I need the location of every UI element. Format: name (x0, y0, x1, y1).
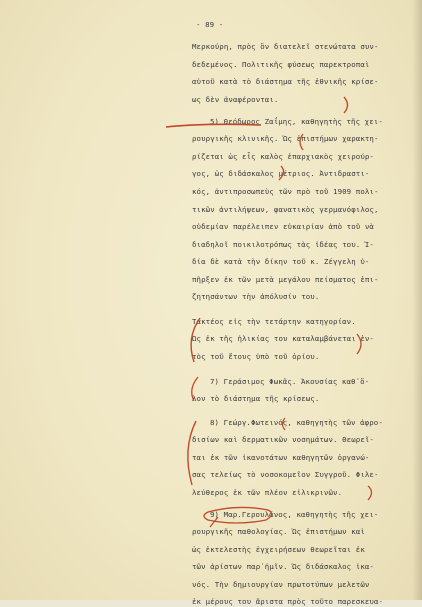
page-number: - 89 - (196, 20, 224, 29)
text-line-23: ται ἐκ τῶν ἱκανοτάτων καθηγητῶν ὀργανώ- (192, 453, 370, 462)
text-line-3: αὐτοῦ κατὰ τὸ διάστημα τῆς ἐθνικῆς κρίσε- (192, 77, 379, 86)
text-line-22: δισίων καὶ δερματικῶν νοσημάτων. Θεωρεῖ- (192, 435, 374, 444)
text-line-16: Τακτέος εἰς τὴν τετάρτην κατηγορίαν. (192, 317, 356, 326)
text-line-27: ρουργικῆς παθολογίας. Ὡς ἐπιστήμων καὶ (192, 527, 365, 536)
text-line-18: τὸς τοῦ ἔτους ὑπὸ τοῦ ὁρίου. (192, 352, 320, 361)
text-line-15: ζητησάντων τὴν ἀπόλυσίν του. (192, 292, 320, 301)
red-paren-close-1 (344, 97, 348, 113)
text-line-28: ὡς ἐκτελεστὴς ἐγχειρήσεων θεωρεῖται ἐκ (192, 545, 365, 554)
text-line-4: ως δὲν ἀναφέρονται. (192, 95, 279, 104)
text-line-8: γος, ὡς διδάσκαλος μέτριος. Ἀντιδραστι- (192, 169, 370, 178)
text-line-19: 7) Γεράσιμος Φωκᾶς. Ἀκουσίας καθ᾽ὅ- (210, 377, 370, 386)
text-line-24: σας τελείως τὸ νοσοκομεῖον Συγγροῦ. Φιλε- (192, 470, 379, 479)
text-line-25: λεύθερος ἐκ τῶν πλέον εἰλικρινῶν. (192, 488, 343, 497)
text-line-7: ρίζεται ὡς εἷς καλὸς ἐπαρχιακὸς χειρούρ- (192, 152, 374, 161)
text-line-13: δία δὲ κατὰ τὴν δίκην τοῦ κ. Ζέγγελη ὑ- (192, 257, 370, 266)
text-line-30: νός. Τὴν δημιουργίαν πρωτοτύπων μελετῶν (192, 580, 370, 589)
text-line-9: κός, ἀντιπροσωπεὺς τῶν πρὸ τοῦ 1909 πολι- (192, 187, 379, 196)
text-line-10: τικῶν ἀντιλήψεων, φανατικὸς γερμανόφιλος, (192, 205, 379, 214)
text-line-31: ἐκ μέρους του ἄριστα πρὸς τοῦτο παρεσκευα- (192, 597, 384, 606)
text-line-21: 8) Γεώργ.Φωτεινός, καθηγητὴς τῶν ἀφρο- (210, 418, 383, 427)
text-line-26: 9) Μαρ.Γερουλάνος, καθηγητὴς τῆς χει- (210, 510, 379, 519)
text-line-5: 5) Θεόδωρος Ζαΐμης, καθηγητὴς τῆς χει- (210, 117, 383, 126)
red-paren-close-4 (368, 486, 372, 500)
text-line-14: πῆρξεν ἐκ τῶν μετὰ μεγάλου πείσματος ἐπι- (192, 275, 379, 284)
text-line-20: λον τὸ διάστημα τῆς κρίσεως. (192, 394, 320, 403)
text-line-2: δεδεμένος. Πολιτικῆς φύσεως παρεκτροπαὶ (192, 60, 370, 69)
text-line-6: ρουργικῆς κλινικῆς. Ὡς ἐπιστήμων χαρακτη- (192, 134, 379, 143)
text-line-17: Ὡς ἐκ τῆς ἡλικίας του καταλαμβάνεται ἐν- (192, 334, 374, 343)
text-line-12: διαδηλοῖ ποικιλοτρόπως τὰς ἰδέας του. Ἰ- (192, 240, 374, 249)
text-line-11: οὐδεμίαν παρέλειπεν εὐκαιρίαν ἀπὸ τοῦ νὰ (192, 222, 374, 231)
text-line-1: Μερκούρη, πρὸς ὃν διατελεῖ στενώτατα συν- (192, 42, 379, 51)
text-line-29: τῶν ἀρίστων παρ᾽ἡμῖν. Ὡς διδάσκαλος ἱκα- (192, 562, 374, 571)
page-edge-shadow (412, 0, 422, 600)
